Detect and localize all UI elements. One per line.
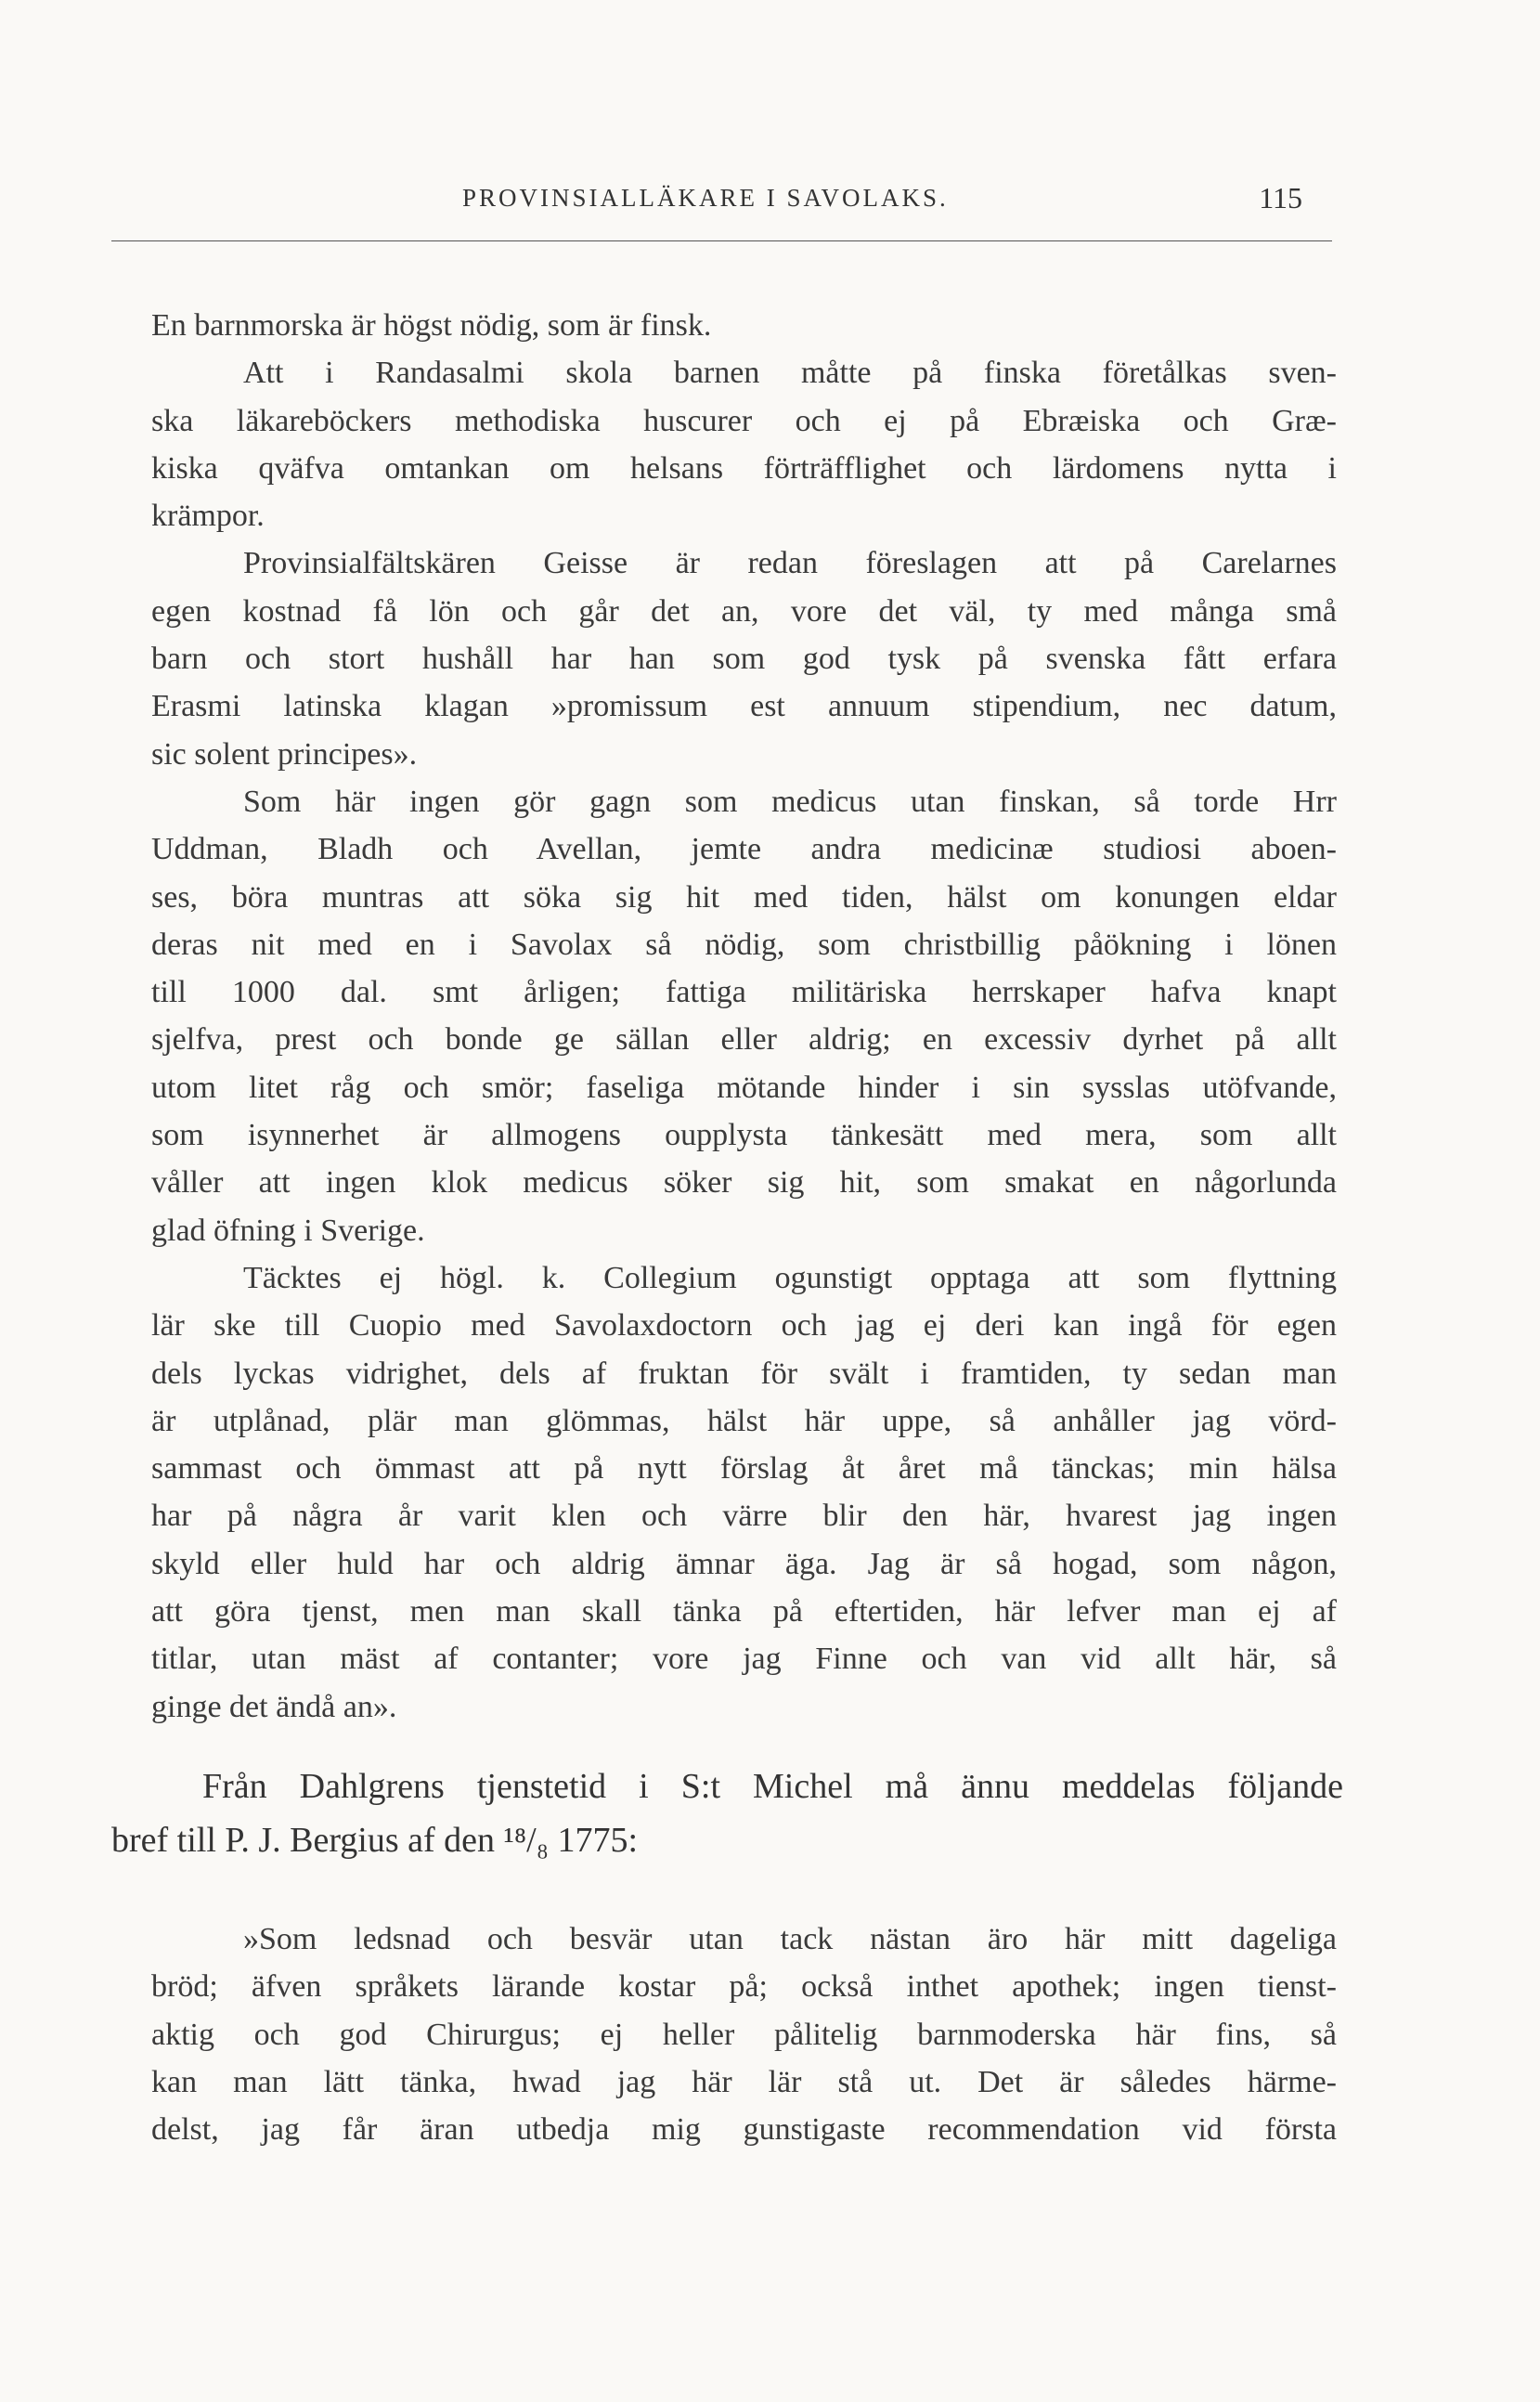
text-line: lär ske till Cuopio med Savolaxdoctorn och jag ej deri kan ingå för egen xyxy=(151,1308,1337,1344)
letter-quote xyxy=(151,1915,1337,2153)
text-line: En barnmorska är högst nödig, som är finsk. xyxy=(151,308,712,343)
running-title: PROVINSIALLÄKARE I SAVOLAKS. xyxy=(462,184,949,212)
text-line: våller att ingen klok medicus söker sig hit, som smakat en någorlunda xyxy=(151,1165,1337,1201)
body-text xyxy=(151,302,1337,1731)
text-line: ska läkareböckers methodiska huscurer och ej på Ebræiska och Græ- xyxy=(151,403,1337,438)
text-line: sic solent principes». xyxy=(151,736,418,772)
text-line: Som här ingen gör gagn som medicus utan finskan, så torde Hrr xyxy=(243,784,1337,819)
text-line: dels lyckas vidrighet, dels af fruktan för svält i framtiden, ty sedan man xyxy=(151,1356,1337,1391)
text-line: barn och stort hushåll har han som god tysk på svenska fått erfara xyxy=(151,642,1337,677)
header-rule xyxy=(111,240,1332,241)
text-line: Från Dahlgrens tjenstetid i S:t Michel må ännu meddelas följande xyxy=(202,1767,1343,1806)
text-line: bröd; äfven språkets lärande kostar på; också inthet apothek; ingen tienst- xyxy=(151,1969,1337,2005)
section-intro xyxy=(111,1759,1343,1867)
page-number: 115 xyxy=(1259,181,1302,214)
text-line: Erasmi latinska klagan »promissum est annuum stipendium, nec datum, xyxy=(151,689,1337,724)
text-line: Uddman, Bladh och Avellan, jemte andra medicinæ studiosi aboen- xyxy=(151,832,1337,867)
text-line: Täcktes ej högl. k. Collegium ogunstigt opptaga att som flyttning xyxy=(243,1260,1337,1295)
text-line: till 1000 dal. smt årligen; fattiga militäriska herrskaper hafva knapt xyxy=(151,975,1337,1010)
text-line: krämpor. xyxy=(151,499,265,534)
text-line: »Som ledsnad och besvär utan tack nästan äro här mitt dageliga xyxy=(243,1922,1337,1956)
text-line: sjelfva, prest och bonde ge sällan eller aldrig; en excessiv dyrhet på allt xyxy=(151,1022,1337,1058)
text-line: egen kostnad få lön och går det an, vore det väl, ty med många små xyxy=(151,593,1337,629)
text-line: har på några år varit klen och värre blir den här, hvarest jag ingen xyxy=(151,1499,1337,1534)
text-line: glad öfning i Sverige. xyxy=(151,1213,425,1248)
text-line: Provinsialfältskären Geisse är redan föreslagen att på Carelarnes xyxy=(243,546,1337,581)
text-line: delst, jag får äran utbedja mig gunstigaste recommendation vid första xyxy=(151,2112,1337,2148)
text-line: ses, böra muntras att söka sig hit med tiden, hälst om konungen eldar xyxy=(151,879,1337,915)
text-line: bref till P. J. Bergius af den ¹⁸/₈ 1775: xyxy=(111,1821,639,1860)
text-line: deras nit med en i Savolax så nödig, som christbillig påökning i lönen xyxy=(151,927,1337,962)
text-line: ginge det ändå an». xyxy=(151,1689,397,1724)
text-line: som isynnerhet är allmogens oupplysta tänkesätt med mera, som allt xyxy=(151,1118,1337,1153)
text-line: skyld eller huld har och aldrig ämnar äga. Jag är så hogad, som någon, xyxy=(151,1546,1337,1581)
text-line: Att i Randasalmi skola barnen måtte på finska företålkas sven- xyxy=(243,356,1337,391)
running-header xyxy=(462,181,1302,221)
text-line: kiska qväfva omtankan om helsans förträfflighet och lärdomens nytta i xyxy=(151,450,1337,486)
text-line: att göra tjenst, men man skall tänka på eftertiden, här lefver man ej af xyxy=(151,1594,1337,1629)
text-line: titlar, utan mäst af contanter; vore jag Finne och van vid allt här, så xyxy=(151,1642,1337,1677)
text-line: utom litet råg och smör; faseliga mötande hinder i sin sysslas utöfvande, xyxy=(151,1070,1337,1105)
text-line: aktig och god Chirurgus; ej heller pålitelig barnmoderska här fins, så xyxy=(151,2017,1337,2052)
text-line: sammast och ömmast att på nytt förslag åt året må tänckas; min hälsa xyxy=(151,1451,1337,1487)
text-line: är utplånad, plär man glömmas, hälst här uppe, så anhåller jag vörd- xyxy=(151,1403,1337,1438)
text-line: kan man lätt tänka, hwad jag här lär stå ut. Det är således härme- xyxy=(151,2064,1337,2099)
